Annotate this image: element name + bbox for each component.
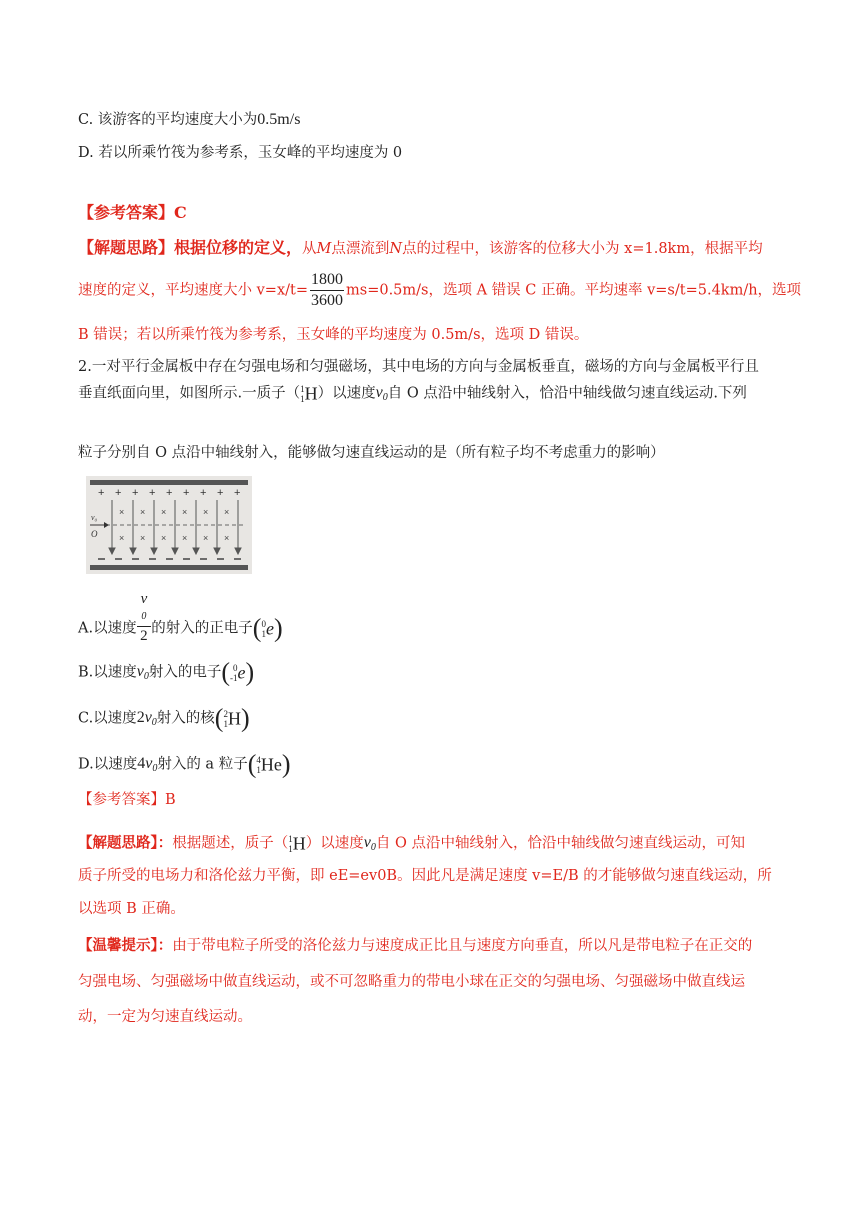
- nuclide-charge: 1: [300, 393, 305, 404]
- a2-analysis-line-1: [78, 833, 745, 858]
- q2-option-b-text: B.以速度: [78, 664, 137, 681]
- a2-analysis-line-2: 质子所受的电场力和洛伦兹力平衡，即 eE=ev0B。因此凡是满足速度 v=E/B 的才能够做匀速直线运动，所: [78, 868, 772, 884]
- svg-text:+: +: [234, 487, 241, 499]
- parallel-plates-figure: [86, 476, 252, 574]
- v0-symbol: [363, 834, 376, 854]
- nuclide-charge: 1: [288, 843, 293, 854]
- nuclide-charge: -1: [230, 672, 238, 683]
- svg-text:×: ×: [140, 507, 146, 517]
- a1-point-n: N: [389, 241, 403, 257]
- svg-text:+: +: [200, 487, 207, 499]
- svg-text:×: ×: [161, 507, 167, 517]
- nuclide-symbol: e: [265, 618, 274, 639]
- nuclide-charge: 1: [223, 718, 228, 729]
- a2-tip-line-2: 匀强电场、匀强磁场中做直线运动，或不可忽略重力的带电小球在正交的匀强电场、匀强磁场中做直线运: [78, 974, 745, 990]
- nuclide-symbol: H: [304, 383, 318, 404]
- nuclide-proton: [288, 833, 306, 854]
- svg-text:×: ×: [119, 533, 125, 543]
- a1-text: ms=0.5m/s，选项 A 错误 C 正确。平均速率 v=s/t=5.4km/h，选项: [346, 282, 802, 299]
- nuclide-mass: 1: [288, 833, 293, 844]
- q2-option-d-text: 射入的 a 粒子: [157, 756, 248, 773]
- q2-text: ）以速度: [317, 385, 376, 402]
- v-symbol: v: [136, 663, 144, 681]
- q2-stem-line-2: [78, 383, 747, 408]
- a1-analysis-line-1: [78, 238, 763, 259]
- v-subscript: 0: [370, 842, 376, 854]
- v-subscript: 0: [143, 671, 149, 683]
- svg-text:×: ×: [182, 533, 188, 543]
- nuclide-mass: 0: [261, 618, 266, 629]
- q2-option-b: [78, 657, 255, 687]
- q2-text: 自 O 点沿中轴线射入，恰沿中轴线做匀速直线运动.下列: [387, 385, 747, 402]
- v0-symbol: [375, 384, 388, 404]
- q2-option-a-text: A.以速度: [78, 620, 137, 637]
- svg-text:+: +: [149, 487, 156, 499]
- svg-text:×: ×: [203, 507, 209, 517]
- svg-text:×: ×: [224, 533, 230, 543]
- nuclide-mass: 0: [233, 662, 238, 673]
- a2-tip-line-1: [78, 936, 752, 956]
- figure-o-label: O: [91, 529, 98, 539]
- nuclide-symbol: e: [237, 662, 246, 683]
- nuclide-alpha: (4 1He): [247, 749, 291, 779]
- q2-option-c-text: 射入的核: [156, 710, 215, 727]
- svg-text:×: ×: [224, 507, 230, 517]
- v-symbol: v: [140, 591, 148, 607]
- q2-option-a: [78, 591, 283, 645]
- 2v0-symbol: [136, 709, 157, 729]
- q2-option-d-text: D.以速度: [78, 756, 138, 773]
- plus-charges: [98, 487, 240, 499]
- a2-text: 自 O 点沿中轴线射入，恰沿中轴线做匀速直线运动，可知: [375, 835, 745, 852]
- a1-analysis-line-2: [78, 270, 801, 311]
- v-symbol: v: [375, 384, 383, 402]
- svg-text:+: +: [115, 487, 122, 499]
- a2-text: ）以速度: [305, 835, 364, 852]
- nuclide-proton: [300, 383, 318, 404]
- q2-option-c: [78, 703, 250, 733]
- svg-text:+: +: [132, 487, 139, 499]
- v0-over-2: [137, 590, 152, 645]
- coefficient: 4: [137, 755, 146, 773]
- a1-fraction-denominator: 3600: [311, 292, 343, 309]
- a1-text: 点的过程中，该游客的位移大小为 x=1.8km，根据平均: [402, 241, 763, 257]
- figure-v0-label: v₀: [91, 513, 98, 522]
- a1-analysis-label: 【解题思路】根据位移的定义，: [78, 238, 303, 257]
- q2-stem-line-1: 2.一对平行金属板中存在匀强电场和匀强磁场，其中电场的方向与金属板垂直，磁场的方向与金属板平行且: [78, 359, 759, 375]
- v-symbol: v: [144, 709, 152, 727]
- q2-text: 垂直纸面向里，如图所示.一质子（: [78, 385, 301, 402]
- q2-option-c-text: C.以速度: [78, 710, 137, 727]
- v-subscript: 0: [141, 611, 147, 622]
- a1-text: 速度的定义，平均速度大小 v=x/t=: [78, 282, 308, 299]
- a2-tip-text: 由于带电粒子所受的洛伦兹力与速度成正比且与速度方向垂直，所以凡是带电粒子在正交的: [172, 938, 753, 954]
- a2-tip-line-3: 动，一定为匀速直线运动。: [78, 1009, 252, 1025]
- svg-text:×: ×: [119, 507, 125, 517]
- v-subscript: 0: [152, 763, 158, 775]
- a1-answer-label: 【参考答案】C: [78, 203, 187, 222]
- v0-symbol: [136, 663, 149, 683]
- a2-tip-label: 【温馨提示】：: [78, 937, 173, 954]
- a2-analysis-label: 【解题思路】：: [78, 834, 173, 852]
- a1-text: 点漂流到: [331, 241, 390, 257]
- v-symbol: v: [363, 834, 371, 852]
- a2-text: 根据题述，质子（: [172, 835, 289, 852]
- a1-text: 从: [302, 241, 317, 257]
- v-symbol: v: [145, 755, 153, 773]
- q2-option-b-text: 射入的电子: [148, 664, 222, 681]
- coefficient: 2: [136, 709, 145, 727]
- nuclide-symbol: H: [227, 708, 241, 729]
- svg-text:×: ×: [203, 533, 209, 543]
- nuclide-symbol: He: [260, 754, 282, 775]
- nuclide-symbol: H: [292, 833, 306, 854]
- svg-text:+: +: [217, 487, 224, 499]
- q1-option-c-text: C. 该游客的平均速度大小为: [78, 112, 258, 128]
- q1-option-c: [78, 110, 300, 130]
- nuclide-deuteron: (2 1H): [214, 703, 250, 733]
- fraction-denominator: 2: [140, 628, 148, 644]
- q2-option-d: [78, 749, 291, 779]
- nuclide-mass: 4: [256, 754, 261, 765]
- a1-fraction: [310, 270, 344, 311]
- a2-analysis-line-3: 以选项 B 正确。: [78, 901, 185, 917]
- nuclide-mass: 1: [300, 383, 305, 394]
- nuclide-electron: ( 0 -1e): [221, 657, 255, 687]
- q1-option-d: D. 若以所乘竹筏为参考系，玉女峰的平均速度为 0: [78, 145, 403, 161]
- svg-text:+: +: [183, 487, 190, 499]
- a1-analysis-line-3: B 错误；若以所乘竹筏为参考系，玉女峰的平均速度为 0.5m/s，选项 D 错误。: [78, 327, 589, 343]
- v-subscript: 0: [151, 717, 157, 729]
- top-plate: [90, 480, 248, 485]
- svg-text:+: +: [98, 487, 105, 499]
- v-subscript: 0: [382, 392, 388, 404]
- nuclide-charge: 1: [256, 764, 261, 775]
- nuclide-mass: 2: [223, 708, 228, 719]
- bottom-plate: [90, 565, 248, 570]
- svg-text:×: ×: [182, 507, 188, 517]
- q2-option-a-text: 的射入的正电子: [151, 620, 253, 637]
- a2-answer-label: 【参考答案】B: [78, 792, 176, 808]
- 4v0-symbol: [137, 755, 158, 775]
- svg-text:+: +: [166, 487, 173, 499]
- a1-point-m: M: [316, 241, 332, 257]
- nuclide-charge: 1: [261, 628, 266, 639]
- nuclide-positron: (0 1e): [252, 613, 283, 643]
- svg-text:×: ×: [140, 533, 146, 543]
- q2-stem-line-3: 粒子分别自 O 点沿中轴线射入，能够做匀速直线运动的是（所有粒子均不考虑重力的影响）: [78, 445, 665, 461]
- a1-fraction-numerator: 1800: [310, 270, 344, 291]
- svg-text:×: ×: [161, 533, 167, 543]
- q1-option-c-value: 0.5m/s: [257, 111, 301, 128]
